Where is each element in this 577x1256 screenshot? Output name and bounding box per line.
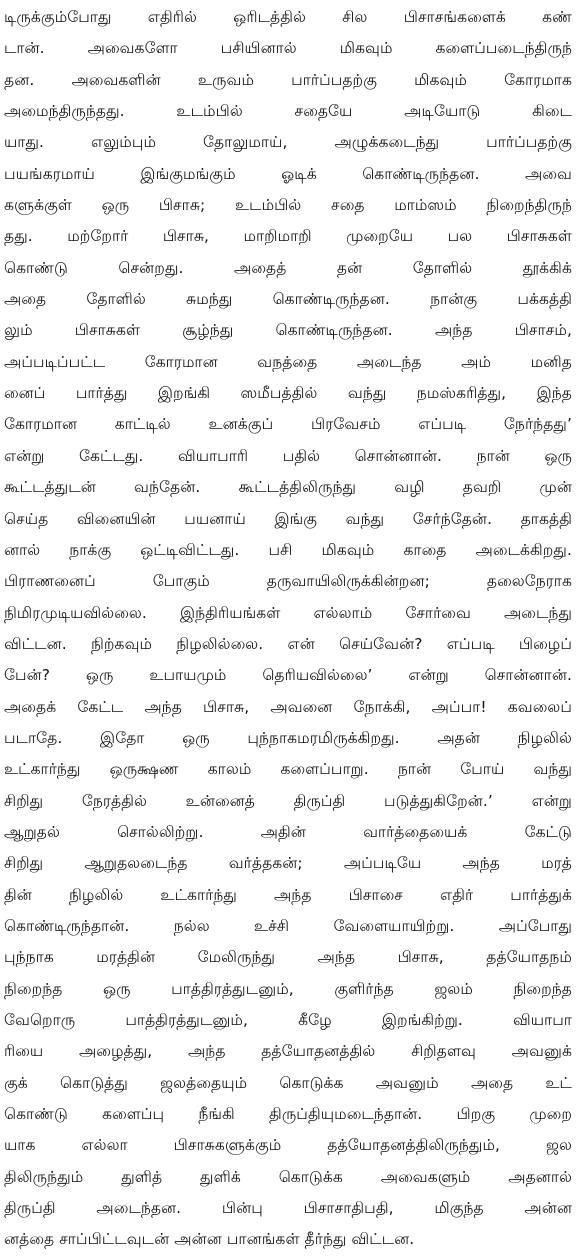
text-line: கொண்டு சென்றது. அதைத் தன் தோளில் தூக்கிக்	[4, 258, 572, 277]
text-line: களுக்குள் ஒரு பிசாசு; உடம்பில் சதை மாம்ஸம் நிறைந்திருந்	[4, 196, 572, 215]
text-line: கோரமான காட்டில் உனக்குப் பிரவேசம் எப்படி நேர்ந்தது’	[4, 415, 572, 434]
text-line: கொண்டு களைப்பு நீங்கி திருப்தியுமடைந்தான். பிறகு முறை	[4, 1105, 572, 1124]
text-line: சிறிது ஆறுதலடைந்த வர்த்தகன்; அப்படியே அந்த மரத்	[4, 854, 572, 873]
text-line: டிருக்கும்போது எதிரில் ஒரிடத்தில் சில பிசாசங்களைக் கண்	[4, 8, 572, 26]
text-line: அப்படிப்பட்ட கோரமான வநத்தை அடைந்த அம் மனித	[4, 352, 572, 371]
text-line: னைப் பார்த்து இறங்கி ஸமீபத்தில் வந்து நமஸ்கரித்து, இந்த	[4, 384, 572, 403]
text-line: டான். அவைகளோ பசியினால் மிகவும் களைப்படைந்திருந்	[4, 39, 572, 58]
text-line: என்று கேட்டது. வியாபாரி பதில் சொன்னான். நான் ஒரு	[4, 446, 572, 465]
text-line: பயங்கரமாய் இங்குமங்கும் ஓடிக் கொண்டிருந்தன. அவை	[4, 164, 572, 183]
text-line: திருப்தி அடைந்தன. பின்பு பிசாசாதிபதி, மிகுந்த அன்ன	[4, 1199, 572, 1218]
text-line: வேறொரு பாத்திரத்துடனும், கீழே இறங்கிற்று. வியாபா	[4, 1011, 572, 1029]
text-line: ஆறுதல் சொல்லிற்று. அதின் வார்த்தையைக் கேட்டு	[4, 822, 572, 841]
text-line: புந்நாக மரத்தின் மேலிருந்து அந்த பிசாசு, தத்யோதநம்	[4, 948, 572, 967]
text-line: உட்கார்ந்து ஒருக்ஷண காலம் களைப்பாறு. நான் போய் வந்து	[4, 760, 572, 779]
text-line: படாதே. இதோ ஒரு புந்நாகமரமிருக்கிறது. அதன் நிழலில்	[4, 728, 572, 747]
text-line: தின் நிழலில் உட்கார்ந்து அந்த பிசாசை எதிர் பார்த்துக்	[4, 885, 572, 904]
text-line: யாக எல்லா பிசாசுகளுக்கும் தத்யோதனத்திலிருந்தும், ஜல	[4, 1136, 572, 1155]
text-line: தன. அவைகளின் உருவம் பார்ப்பதற்கு மிகவும் கோரமாக	[4, 70, 572, 89]
text-line: அதை தோளில் சுமந்து கொண்டிருந்தன. நான்கு பக்கத்தி	[4, 290, 572, 309]
text-line: கொண்டிருந்தான். நல்ல உச்சி வேளையாயிற்று. அப்போது	[4, 916, 572, 935]
text-line: குக் கொடுத்து ஜலத்தையும் கொடுக்க அவனும் அதை உட்	[4, 1073, 572, 1092]
text-line: அமைந்திருந்தது. உடம்பில் சதையே அடியோடு கிடை	[4, 102, 572, 121]
text-line: பிராணனைப் போகும் தருவாயிலிருக்கின்றன; தலைநேராக	[4, 572, 572, 591]
text-line: பேன்? ஒரு உபாயமும் தெரியவில்லை’ என்று சொன்னான்.	[4, 666, 572, 685]
text-line: யாது. எலும்பும் தோலுமாய், அழுக்கடைந்து பார்ப்பதற்கு	[4, 133, 572, 152]
text-line: விட்டன. நிற்கவும் நிழலில்லை. என் செய்வேன்? எப்படி பிழைப்	[4, 634, 572, 653]
text-line: செய்த வினையின் பயனாய் இங்கு வந்து சேர்ந்தேன். தாகத்தி	[4, 509, 572, 528]
tamil-text-body	[4, 2, 572, 1256]
text-line: அதைக் கேட்ட அந்த பிசாசு, அவனை நோக்கி, அப்பா! கவலைப்	[4, 697, 572, 716]
text-line: சிறிது நேரத்தில் உன்னைத் திருப்தி படுத்துகிறேன்.’ என்று	[4, 791, 572, 810]
text-line: னத்தை சாப்பிட்டவுடன் அன்ன பானங்கள் தீர்ந்து விட்டன.	[4, 1230, 415, 1249]
text-line: னால் நாக்கு ஒட்டிவிட்டது. பசி மிகவும் காதை அடைக்கிறது.	[4, 540, 572, 559]
text-line: நிமிரமுடியவில்லை. இந்திரியங்கள் எல்லாம் சோர்வை அடைந்து	[4, 603, 572, 622]
text-line: தது. மற்றோர் பிசாசு, மாறிமாறி முறையே பல பிசாசுகள்	[4, 227, 572, 246]
text-line: நிறைந்த ஒரு பாத்திரத்துடனும், குளிர்ந்த ஜலம் நிறைந்த	[4, 979, 572, 998]
text-line: திலிருந்தும் துளித் துளிக் கொடுக்க அவைகளும் அதனால்	[4, 1167, 572, 1186]
text-line: ரியை அழைத்து, அந்த தத்யோதனத்தில் சிறிதளவு அவனுக்	[4, 1042, 572, 1061]
text-line: லும் பிசாசுகள் சூழ்ந்து கொண்டிருந்தன. அந்த பிசாசம்,	[4, 321, 572, 340]
text-line: கூட்டத்துடன் வந்தேன். கூட்டத்திலிருந்து வழி தவறி முன்	[4, 478, 572, 497]
